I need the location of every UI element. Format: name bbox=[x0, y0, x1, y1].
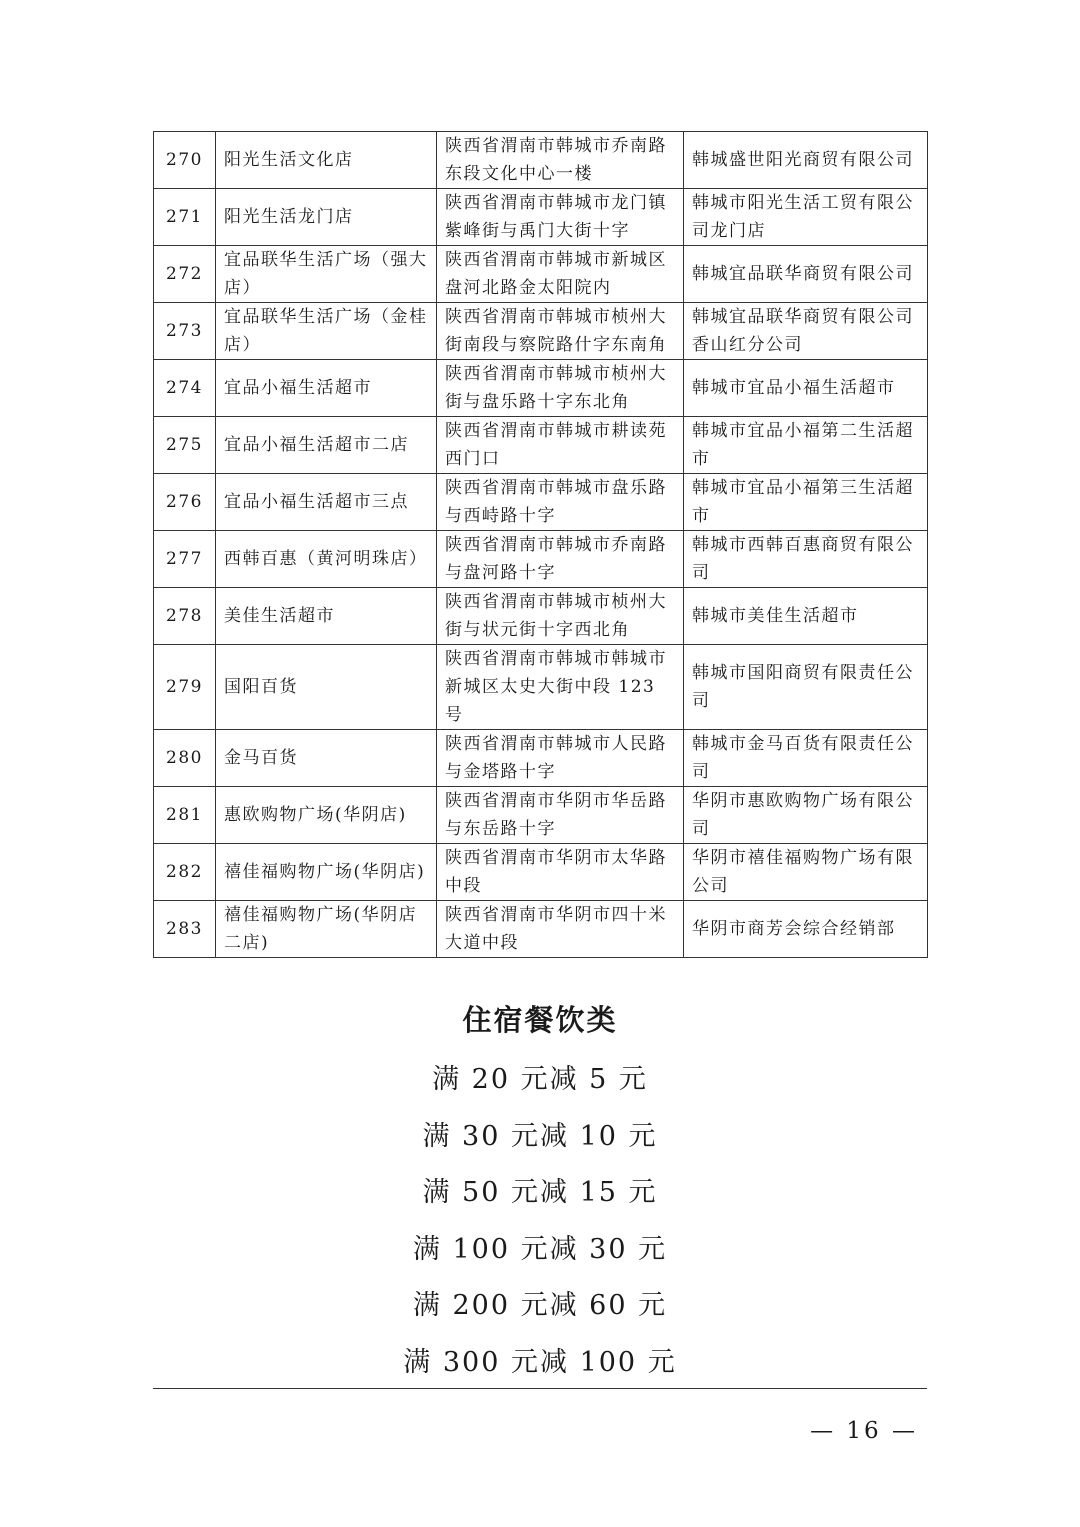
company-name: 韩城宜品联华商贸有限公司香山红分公司 bbox=[684, 303, 928, 360]
table-row bbox=[154, 132, 928, 189]
row-number: 279 bbox=[154, 645, 216, 730]
store-address: 陕西省渭南市韩城市人民路与金塔路十字 bbox=[437, 730, 684, 787]
row-number: 277 bbox=[154, 531, 216, 588]
store-name: 国阳百货 bbox=[216, 645, 437, 730]
row-number: 282 bbox=[154, 844, 216, 901]
store-address: 陕西省渭南市韩城市耕读苑西门口 bbox=[437, 417, 684, 474]
merchant-table bbox=[153, 131, 928, 958]
company-name: 韩城市金马百货有限责任公司 bbox=[684, 730, 928, 787]
store-name: 宜品小福生活超市三点 bbox=[216, 474, 437, 531]
store-address: 陕西省渭南市韩城市桢州大街与状元街十字西北角 bbox=[437, 588, 684, 645]
discount-item: 满 20 元减 5 元 bbox=[432, 1064, 648, 1095]
company-name: 华阴市惠欧购物广场有限公司 bbox=[684, 787, 928, 844]
store-name: 阳光生活龙门店 bbox=[216, 189, 437, 246]
row-number: 271 bbox=[154, 189, 216, 246]
merchant-table-body bbox=[154, 132, 928, 958]
table-row bbox=[154, 645, 928, 730]
company-name: 韩城市美佳生活超市 bbox=[684, 588, 928, 645]
table-row bbox=[154, 844, 928, 901]
table-row bbox=[154, 246, 928, 303]
store-name: 美佳生活超市 bbox=[216, 588, 437, 645]
company-name: 韩城盛世阳光商贸有限公司 bbox=[684, 132, 928, 189]
table-row bbox=[154, 787, 928, 844]
company-name: 韩城市西韩百惠商贸有限公司 bbox=[684, 531, 928, 588]
store-address: 陕西省渭南市华阴市华岳路与东岳路十字 bbox=[437, 787, 684, 844]
store-address: 陕西省渭南市韩城市新城区盘河北路金太阳院内 bbox=[437, 246, 684, 303]
section-title: 住宿餐饮类 bbox=[462, 1003, 618, 1037]
store-name: 宜品小福生活超市 bbox=[216, 360, 437, 417]
discount-list bbox=[0, 1052, 1080, 1391]
company-name: 韩城市阳光生活工贸有限公司龙门店 bbox=[684, 189, 928, 246]
company-name: 华阴市禧佳福购物广场有限公司 bbox=[684, 844, 928, 901]
page-number: — 16 — bbox=[810, 1418, 918, 1444]
table-row bbox=[154, 730, 928, 787]
discount-item: 满 50 元减 15 元 bbox=[422, 1177, 658, 1208]
store-address: 陕西省渭南市韩城市盘乐路与西峙路十字 bbox=[437, 474, 684, 531]
discount-item: 满 100 元减 30 元 bbox=[412, 1233, 668, 1265]
company-name: 韩城市国阳商贸有限责任公司 bbox=[684, 645, 928, 730]
row-number: 276 bbox=[154, 474, 216, 531]
discount-item: 满 300 元减 100 元 bbox=[403, 1346, 677, 1378]
row-number: 275 bbox=[154, 417, 216, 474]
store-name: 禧佳福购物广场(华阴店) bbox=[216, 844, 437, 901]
store-name: 金马百货 bbox=[216, 730, 437, 787]
store-name: 宜品联华生活广场（金桂店） bbox=[216, 303, 437, 360]
company-name: 韩城市宜品小福第二生活超市 bbox=[684, 417, 928, 474]
row-number: 270 bbox=[154, 132, 216, 189]
store-address: 陕西省渭南市华阴市太华路中段 bbox=[437, 844, 684, 901]
company-name: 韩城宜品联华商贸有限公司 bbox=[684, 246, 928, 303]
table-row bbox=[154, 901, 928, 958]
store-address: 陕西省渭南市韩城市乔南路与盘河路十字 bbox=[437, 531, 684, 588]
store-name: 禧佳福购物广场(华阴店二店) bbox=[216, 901, 437, 958]
table-row bbox=[154, 474, 928, 531]
table-row bbox=[154, 360, 928, 417]
table-row bbox=[154, 588, 928, 645]
store-address: 陕西省渭南市韩城市乔南路东段文化中心一楼 bbox=[437, 132, 684, 189]
store-name: 宜品小福生活超市二店 bbox=[216, 417, 437, 474]
store-name: 西韩百惠（黄河明珠店） bbox=[216, 531, 437, 588]
company-name: 韩城市宜品小福生活超市 bbox=[684, 360, 928, 417]
row-number: 273 bbox=[154, 303, 216, 360]
row-number: 283 bbox=[154, 901, 216, 958]
company-name: 华阴市商芳会综合经销部 bbox=[684, 901, 928, 958]
footer-divider bbox=[153, 1388, 927, 1389]
store-address: 陕西省渭南市华阴市四十米大道中段 bbox=[437, 901, 684, 958]
table-row bbox=[154, 417, 928, 474]
store-address: 陕西省渭南市韩城市桢州大街南段与察院路什字东南角 bbox=[437, 303, 684, 360]
company-name: 韩城市宜品小福第三生活超市 bbox=[684, 474, 928, 531]
row-number: 274 bbox=[154, 360, 216, 417]
table-row bbox=[154, 303, 928, 360]
table-row bbox=[154, 531, 928, 588]
row-number: 280 bbox=[154, 730, 216, 787]
store-name: 宜品联华生活广场（强大店） bbox=[216, 246, 437, 303]
store-address: 陕西省渭南市韩城市桢州大街与盘乐路十字东北角 bbox=[437, 360, 684, 417]
row-number: 281 bbox=[154, 787, 216, 844]
row-number: 278 bbox=[154, 588, 216, 645]
discount-item: 满 200 元减 60 元 bbox=[412, 1290, 668, 1321]
store-name: 阳光生活文化店 bbox=[216, 132, 437, 189]
store-name: 惠欧购物广场(华阴店) bbox=[216, 787, 437, 844]
discount-item: 满 30 元减 10 元 bbox=[422, 1120, 658, 1152]
row-number: 272 bbox=[154, 246, 216, 303]
store-address: 陕西省渭南市韩城市龙门镇紫峰街与禹门大街十字 bbox=[437, 189, 684, 246]
table-row bbox=[154, 189, 928, 246]
store-address: 陕西省渭南市韩城市韩城市新城区太史大街中段 123 号 bbox=[437, 645, 684, 730]
